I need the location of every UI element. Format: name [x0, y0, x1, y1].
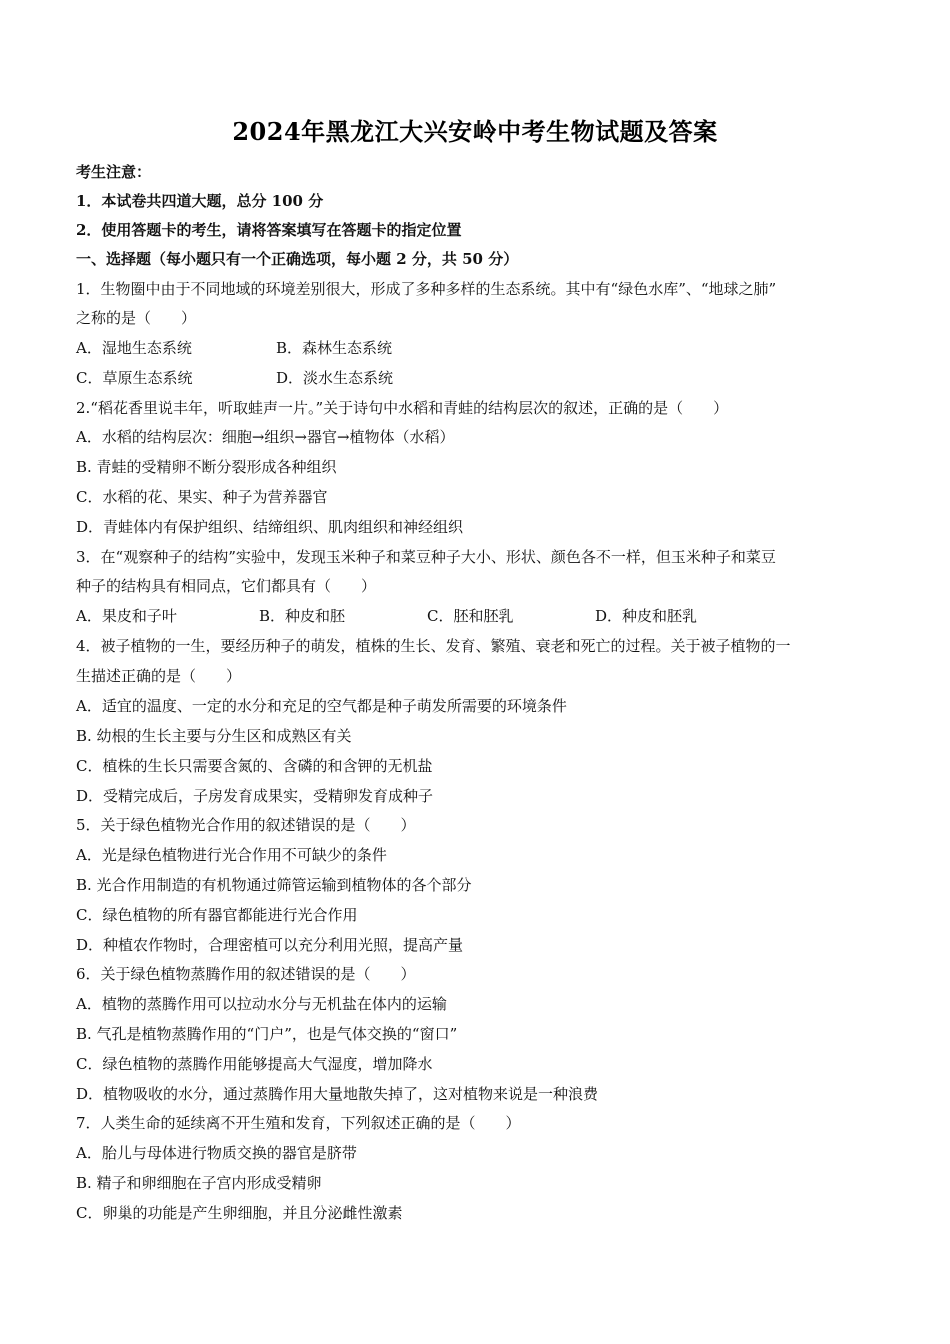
q7-option-a: A．胎儿与母体进行物质交换的器官是脐带: [76, 1144, 357, 1162]
q3-option-b: B．种皮和胚: [259, 607, 346, 625]
q6-option-b: B. 气孔是植物蒸腾作用的“门户”，也是气体交换的“窗口”: [76, 1025, 458, 1043]
notice-item-2: 2．使用答题卡的考生，请将答案填写在答题卡的指定位置: [76, 221, 462, 239]
q6-option-c: C．绿色植物的蒸腾作用能够提高大气湿度，增加降水: [76, 1055, 433, 1073]
q7-option-b: B. 精子和卵细胞在子宫内形成受精卵: [76, 1174, 322, 1192]
q3-stem-line-1: 3．在“观察种子的结构”实验中，发现玉米种子和菜豆种子大小、形状、颜色各不一样，但玉米种子和菜豆: [76, 548, 776, 566]
q6-stem: 6．关于绿色植物蒸腾作用的叙述错误的是（ ）: [76, 965, 416, 983]
q5-option-d: D．种植农作物时，合理密植可以充分利用光照，提高产量: [76, 936, 464, 954]
q1-option-a: A．湿地生态系统: [76, 339, 192, 357]
q1-stem-line-2: 之称的是（ ）: [76, 309, 197, 327]
q6-option-a: A．植物的蒸腾作用可以拉动水分与无机盐在体内的运输: [76, 995, 447, 1013]
q1-option-c: C．草原生态系统: [76, 369, 193, 387]
q4-stem-line-1: 4．被子植物的一生，要经历种子的萌发，植株的生长、发育、繁殖、衰老和死亡的过程。关于被子植物的一: [76, 637, 791, 655]
q4-option-b: B. 幼根的生长主要与分生区和成熟区有关: [76, 727, 352, 745]
q2-option-b: B. 青蛙的受精卵不断分裂形成各种组织: [76, 458, 337, 476]
q1-option-b: B．森林生态系统: [276, 339, 393, 357]
q4-option-a: A．适宜的温度、一定的水分和充足的空气都是种子萌发所需要的环境条件: [76, 697, 567, 715]
q4-stem-line-2: 生描述正确的是（ ）: [76, 667, 242, 685]
q5-option-c: C．绿色植物的所有器官都能进行光合作用: [76, 906, 358, 924]
q4-option-d: D．受精完成后，子房发育成果实，受精卵发育成种子: [76, 787, 434, 805]
q7-option-c: C．卵巢的功能是产生卵细胞，并且分泌雌性激素: [76, 1204, 403, 1222]
q2-stem: 2.“稻花香里说丰年，听取蛙声一片。”关于诗句中水稻和青蛙的结构层次的叙述，正确的是（ ）: [76, 399, 729, 417]
q2-option-c: C．水稻的花、果实、种子为营养器官: [76, 488, 328, 506]
q6-option-d: D．植物吸收的水分，通过蒸腾作用大量地散失掉了，这对植物来说是一种浪费: [76, 1085, 599, 1103]
q4-option-c: C．植株的生长只需要含氮的、含磷的和含钾的无机盐: [76, 757, 433, 775]
q5-stem: 5．关于绿色植物光合作用的叙述错误的是（ ）: [76, 816, 416, 834]
q3-option-a: A．果皮和子叶: [76, 607, 177, 625]
notice-heading: 考生注意：: [76, 163, 152, 181]
notice-item-1: 1．本试卷共四道大题，总分 100 分: [76, 192, 324, 210]
q5-option-a: A．光是绿色植物进行光合作用不可缺少的条件: [76, 846, 387, 864]
q5-option-b: B. 光合作用制造的有机物通过筛管运输到植物体的各个部分: [76, 876, 472, 894]
q1-option-d: D．淡水生态系统: [276, 369, 394, 387]
q2-option-d: D．青蛙体内有保护组织、结缔组织、肌肉组织和神经组织: [76, 518, 464, 536]
exam-title: 2024年黑龙江大兴安岭中考生物试题及答案: [232, 117, 718, 146]
q3-option-d: D．种皮和胚乳: [595, 607, 698, 625]
q2-option-a: A．水稻的结构层次：细胞→组织→器官→植物体（水稻）: [76, 428, 455, 446]
section-heading: 一、选择题（每小题只有一个正确选项，每小题 2 分，共 50 分）: [76, 250, 519, 268]
q1-stem-line-1: 1．生物圈中由于不同地域的环境差别很大，形成了多种多样的生态系统。其中有“绿色水库”、“地球之肺”: [76, 280, 777, 298]
q7-stem: 7．人类生命的延续离不开生殖和发育，下列叙述正确的是（ ）: [76, 1114, 521, 1132]
q3-stem-line-2: 种子的结构具有相同点，它们都具有（ ）: [76, 577, 377, 595]
q3-option-c: C．胚和胚乳: [427, 607, 514, 625]
